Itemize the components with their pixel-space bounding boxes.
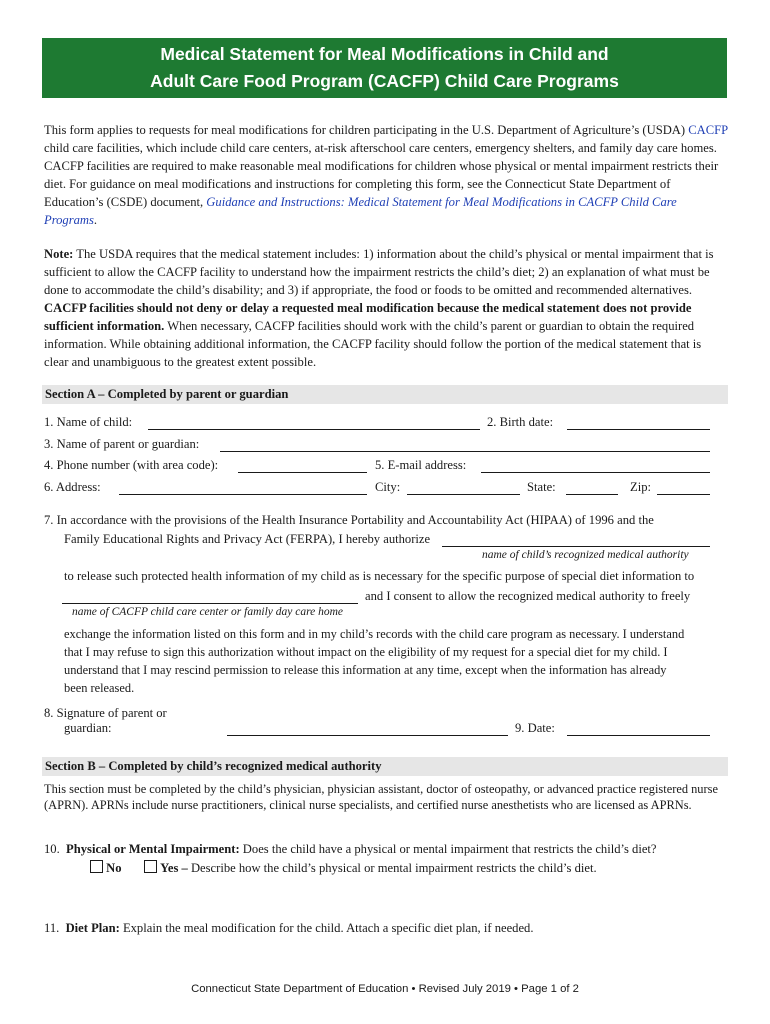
section-a-header: Section A – Completed by parent or guardian — [42, 385, 728, 404]
date-field[interactable] — [567, 735, 710, 736]
section-b-header: Section B – Completed by child’s recognized medical authority — [42, 757, 728, 776]
parent-name-label: 3. Name of parent or guardian: — [44, 437, 200, 451]
no-checkbox[interactable] — [90, 860, 103, 873]
hipaa-text-line2: Family Educational Rights and Privacy Act (FERPA), I hereby authorize — [64, 532, 431, 546]
note-label: Note: — [44, 247, 74, 261]
yes-checkbox[interactable] — [144, 860, 157, 873]
medical-authority-name-field[interactable] — [442, 546, 710, 547]
medical-authority-caption: name of child’s recognized medical authority — [482, 549, 689, 561]
page-footer: Connecticut State Department of Education • Revised July 2019 • Page 1 of 2 — [191, 983, 579, 995]
impairment-no-option[interactable]: No — [90, 860, 122, 876]
address-label: 6. Address: — [44, 480, 101, 494]
parent-name-field[interactable] — [220, 451, 710, 452]
hipaa-consent-text: exchange the information listed on this form and in my child’s records with the child care program as necessary. I understand that I may refuse to sign this authorization without impact on the eligibility of my request for a special diet for my child. I understand that I may rescind permission to release this information at any time, except when the information has already been released. — [64, 627, 685, 695]
care-center-caption: name of CACFP child care center or family day care home — [72, 606, 344, 618]
state-label: State: — [527, 480, 556, 494]
care-center-name-field[interactable] — [62, 603, 358, 604]
phone-field[interactable] — [238, 472, 367, 473]
city-field[interactable] — [407, 494, 520, 495]
impairment-yes-option[interactable]: Yes – Describe how the child’s physical or mental impairment restricts the child’s diet. — [144, 860, 597, 876]
birth-date-label: 2. Birth date: — [487, 415, 554, 429]
phone-label: 4. Phone number (with area code): — [44, 458, 219, 472]
zip-label: Zip: — [630, 480, 651, 494]
hipaa-text-line4: and I consent to allow the recognized medical authority to freely — [365, 589, 691, 603]
city-label: City: — [375, 480, 401, 494]
zip-field[interactable] — [657, 494, 710, 495]
hipaa-text-line1: 7. In accordance with the provisions of the Health Insurance Portability and Accountability Act (HIPAA) of 1996 and the — [44, 513, 654, 527]
form-title-line1: Medical Statement for Meal Modifications in Child and — [160, 44, 609, 64]
impairment-question: 10. Physical or Mental Impairment: Does the child have a physical or mental impairment that restricts the child’s diet? — [44, 842, 657, 856]
impairment-label: Physical or Mental Impairment: — [66, 842, 240, 856]
child-name-field[interactable] — [148, 429, 480, 430]
form-title-line2: Adult Care Food Program (CACFP) Child Care Programs — [150, 71, 619, 91]
signature-field[interactable] — [227, 735, 508, 736]
form-title-banner — [42, 38, 727, 98]
cacfp-link[interactable]: CACFP — [688, 123, 728, 137]
diet-plan-label: Diet Plan: — [65, 921, 120, 935]
hipaa-text-line3: to release such protected health information of my child as is necessary for the specific purpose of special diet information to — [64, 569, 695, 583]
diet-plan-question: 11. Diet Plan: Explain the meal modification for the child. Attach a specific diet plan, if needed. — [44, 921, 534, 935]
signature-label-line2: guardian: — [64, 721, 112, 735]
section-b-intro: This section must be completed by the child’s physician, physician assistant, doctor of osteopathy, or advanced practice registered nurse (APRN). APRNs include nurse practitioners, clinical nurse specialists, and certified nurse anesthetists who are licensed as APRNs. — [44, 782, 718, 812]
note-emphasis: CACFP facilities should not deny or delay a requested meal modification because the medical statement does not provide sufficient information. — [44, 301, 692, 333]
guidance-document-link[interactable]: Guidance and Instructions: Medical Statement for Meal Modifications in CACFP Child Care Programs — [44, 195, 677, 227]
address-field[interactable] — [119, 494, 367, 495]
note-paragraph: Note: The USDA requires that the medical statement includes: 1) information about the child’s physical or mental impairment that is sufficient to allow the CACFP facility to understand how the impairment restricts the child’s diet; 2) an explanation of what must be done to accommodate the child’s disability; and 3) if appropriate, the food or foods to be omitted and recommended alternatives. CACFP facilities should not deny or delay a requested meal modification because the medical statement does not provide sufficient information. When necessary, CACFP facilities should work with the child’s parent or guardian to obtain the required information. While obtaining additional information, the CACFP facility should follow the portion of the medical statement that is clear and unambiguous to the greatest extent possible. — [44, 247, 714, 369]
child-name-label: 1. Name of child: — [44, 415, 133, 429]
signature-label-line1: 8. Signature of parent or — [44, 706, 167, 720]
state-field[interactable] — [566, 494, 618, 495]
intro-paragraph: This form applies to requests for meal modifications for children participating in the U.S. Department of Agriculture’s (USDA) CACFP child care facilities, which include child care centers, at-risk afterschool care centers, emergency shelters, and family day care homes. CACFP facilities are required to make reasonable meal modifications for children whose physical or mental impairment restricts their diet. For guidance on meal modifications and instructions for completing this form, see the Connecticut State Department of Education’s (CSDE) document, Guidance and Instructions: Medical Statement for Meal Modifications in CACFP Child Care Programs. — [44, 123, 728, 227]
date-label: 9. Date: — [515, 721, 555, 735]
email-label: 5. E-mail address: — [375, 458, 467, 472]
email-field[interactable] — [481, 472, 710, 473]
birth-date-field[interactable] — [567, 429, 710, 430]
